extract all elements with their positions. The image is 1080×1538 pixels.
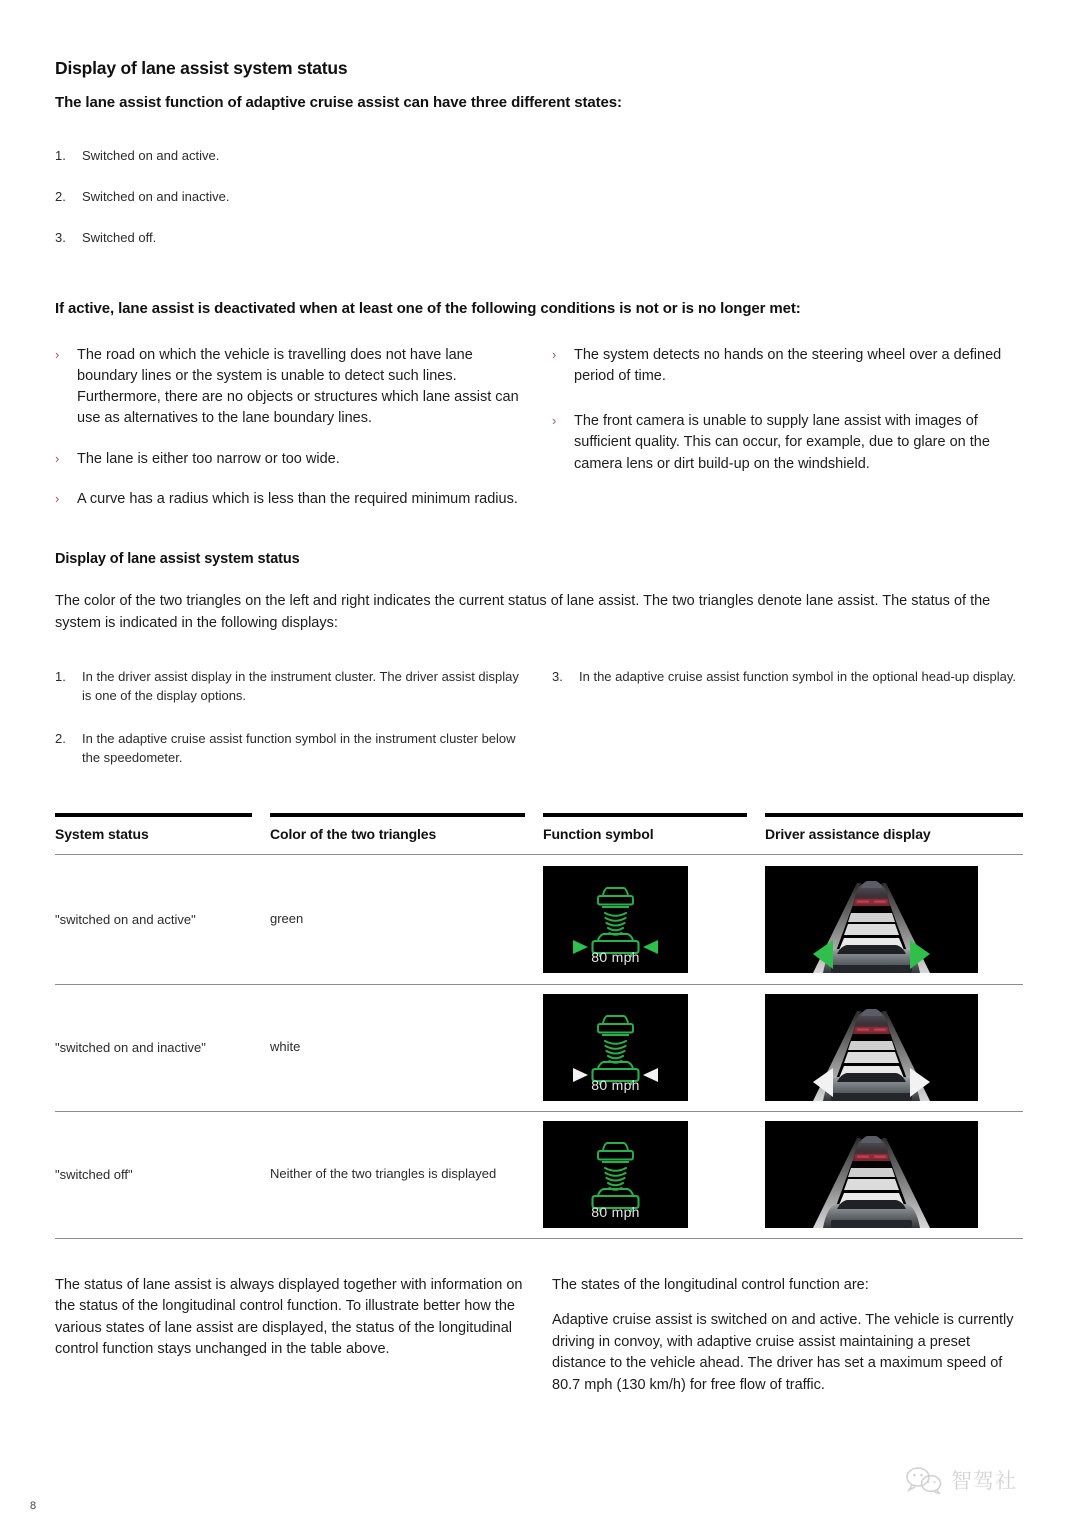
driver-assistance-image-off bbox=[765, 1121, 978, 1228]
bullet-text: The lane is either too narrow or too wide. bbox=[77, 450, 340, 467]
footer-left-paragraph: The status of lane assist is always displayed together with information on the status of the longitudinal control function. To illustrate better how the various states of lane assist are displayed, the status of the longitudinal control function stays unchanged in the table above. bbox=[55, 1276, 523, 1358]
ego-vehicle bbox=[823, 1073, 920, 1101]
list-item-label: Switched on and active. bbox=[82, 148, 220, 163]
section3-paragraph: The color of the two triangles on the left and right indicates the current status of lane assist. The two triangles denote lane assist. The status of the system is indicated in the following displays: bbox=[55, 593, 991, 631]
page-content bbox=[55, 0, 1023, 1396]
list-item bbox=[55, 229, 1023, 248]
list-item-number: 2. bbox=[55, 731, 66, 746]
ego-vehicle bbox=[823, 1200, 920, 1228]
driver-assistance-image-inactive bbox=[765, 994, 978, 1101]
footer-right-paragraph: Adaptive cruise assist is switched on and active. The vehicle is currently driving in convoy, with adaptive cruise assist maintaining a preset distance to the vehicle ahead. The driver has set a maximum speed of 80.7 mph (130 km/h) for free flow of traffic. bbox=[552, 1312, 1014, 1393]
cell-function-symbol bbox=[543, 866, 765, 973]
bullet-text: The front camera is unable to supply lane assist with images of sufficient quality. This can occur, for example, due to glare on the camera lens or dirt build-up on the windshield. bbox=[574, 413, 990, 472]
cell-function-symbol bbox=[543, 994, 765, 1101]
list-item-label: In the adaptive cruise assist function symbol in the optional head-up display. bbox=[579, 669, 1016, 685]
list-item-label: Switched on and inactive. bbox=[82, 188, 230, 204]
header-rule bbox=[765, 813, 1023, 817]
displays-two-columns bbox=[55, 668, 1023, 767]
status-table bbox=[55, 813, 1023, 1239]
cell-system-status: "switched off" bbox=[55, 1167, 133, 1183]
list-item-number: 2. bbox=[55, 188, 66, 204]
table-header-driver-assistance-display bbox=[765, 813, 1023, 842]
bullet-item bbox=[55, 345, 526, 430]
conditions-two-columns bbox=[55, 345, 1023, 530]
ego-vehicle bbox=[823, 945, 920, 973]
cell-driver-assistance-display bbox=[765, 1121, 1023, 1228]
list-item bbox=[55, 668, 526, 706]
lane-view-icon bbox=[765, 1121, 978, 1228]
cell-triangle-color: Neither of the two triangles is displayed bbox=[270, 1166, 497, 1182]
cell-system-status: "switched on and active" bbox=[55, 911, 196, 927]
footer-right-lead: The states of the longitudinal control function are: bbox=[552, 1276, 869, 1293]
table-row bbox=[55, 1112, 1023, 1238]
footer-left-column bbox=[55, 1275, 526, 1396]
chevron-right-icon: › bbox=[55, 346, 60, 362]
header-label: Color of the two triangles bbox=[270, 825, 437, 842]
table-rule bbox=[55, 1238, 1023, 1239]
table-row bbox=[55, 985, 1023, 1111]
bullet-item bbox=[55, 449, 526, 470]
displays-right-column bbox=[552, 668, 1023, 767]
list-item bbox=[55, 188, 1023, 207]
table-row bbox=[55, 855, 1023, 984]
bullet-text: The system detects no hands on the steering wheel over a defined period of time. bbox=[574, 346, 1002, 384]
function-symbol-image-off bbox=[543, 1121, 688, 1228]
list-item bbox=[55, 730, 526, 768]
list-item-label: In the driver assist display in the instrument cluster. The driver assist display is one of the display options. bbox=[82, 669, 519, 704]
driver-assistance-image-active bbox=[765, 866, 978, 973]
speed-label: 80 mph bbox=[591, 948, 640, 965]
speed-label: 80 mph bbox=[591, 1077, 640, 1094]
section2-lead: If active, lane assist is deactivated when at least one of the following conditions is not or is no longer met: bbox=[55, 299, 801, 317]
conditions-right-column bbox=[552, 345, 1023, 530]
footer-right-column bbox=[552, 1275, 1023, 1396]
cell-system-status: "switched on and inactive" bbox=[55, 1040, 206, 1056]
displays-left-column bbox=[55, 668, 526, 767]
page-number: 8 bbox=[30, 1500, 37, 1512]
table-header-system-status bbox=[55, 813, 270, 842]
section1-lead: The lane assist function of adaptive cruise assist can have three different states: bbox=[55, 94, 622, 111]
bullet-item bbox=[552, 345, 1023, 388]
lane-view-icon bbox=[765, 994, 978, 1101]
header-rule bbox=[55, 813, 252, 817]
header-rule bbox=[543, 813, 747, 817]
cell-triangle-color: green bbox=[270, 910, 304, 926]
header-label: Driver assistance display bbox=[765, 825, 931, 842]
table-header-function-symbol bbox=[543, 813, 765, 842]
watermark-text: 智驾社 bbox=[951, 1469, 1017, 1493]
list-item bbox=[55, 147, 1023, 166]
list-item-number: 1. bbox=[55, 148, 66, 163]
chevron-right-icon: › bbox=[552, 346, 557, 362]
bullet-text: The road on which the vehicle is travelling does not have lane boundary lines or the system is unable to detect such lines. Furthermore, there are no objects or structures which lane assist can use as alternatives to the lane boundary lines. bbox=[77, 346, 519, 427]
footer-two-columns bbox=[55, 1275, 1023, 1396]
cell-driver-assistance-display bbox=[765, 866, 1023, 973]
cell-driver-assistance-display bbox=[765, 994, 1023, 1101]
speed-label: 80 mph bbox=[591, 1204, 640, 1221]
chevron-right-icon: › bbox=[55, 491, 60, 507]
function-symbol-image-inactive bbox=[543, 994, 688, 1101]
conditions-left-column bbox=[55, 345, 526, 530]
chevron-right-icon: › bbox=[552, 413, 557, 429]
wechat-icon bbox=[905, 1466, 943, 1494]
lane-view-icon bbox=[765, 866, 978, 973]
function-symbol-image-active bbox=[543, 866, 688, 973]
list-item-number: 3. bbox=[55, 229, 66, 245]
header-label: Function symbol bbox=[543, 825, 654, 842]
list-item-label: In the adaptive cruise assist function symbol in the instrument cluster below the speedometer. bbox=[82, 731, 516, 765]
bullet-text: A curve has a radius which is less than the required minimum radius. bbox=[77, 491, 518, 508]
table-header-row bbox=[55, 813, 1023, 842]
header-label: System status bbox=[55, 825, 149, 842]
states-numbered-list bbox=[55, 147, 1023, 248]
page-title: Display of lane assist system status bbox=[55, 58, 348, 78]
cell-function-symbol bbox=[543, 1121, 765, 1228]
chevron-right-icon: › bbox=[55, 450, 60, 466]
cell-triangle-color: white bbox=[270, 1039, 301, 1055]
section3-heading: Display of lane assist system status bbox=[55, 551, 300, 568]
list-item bbox=[552, 668, 1023, 687]
header-rule bbox=[270, 813, 525, 817]
list-item-number: 1. bbox=[55, 669, 66, 685]
list-item-number: 3. bbox=[552, 669, 563, 685]
watermark bbox=[905, 1465, 1017, 1495]
table-header-triangle-color bbox=[270, 813, 543, 842]
list-item-label: Switched off. bbox=[82, 229, 157, 245]
bullet-item bbox=[55, 489, 526, 510]
bullet-item bbox=[552, 411, 1023, 475]
